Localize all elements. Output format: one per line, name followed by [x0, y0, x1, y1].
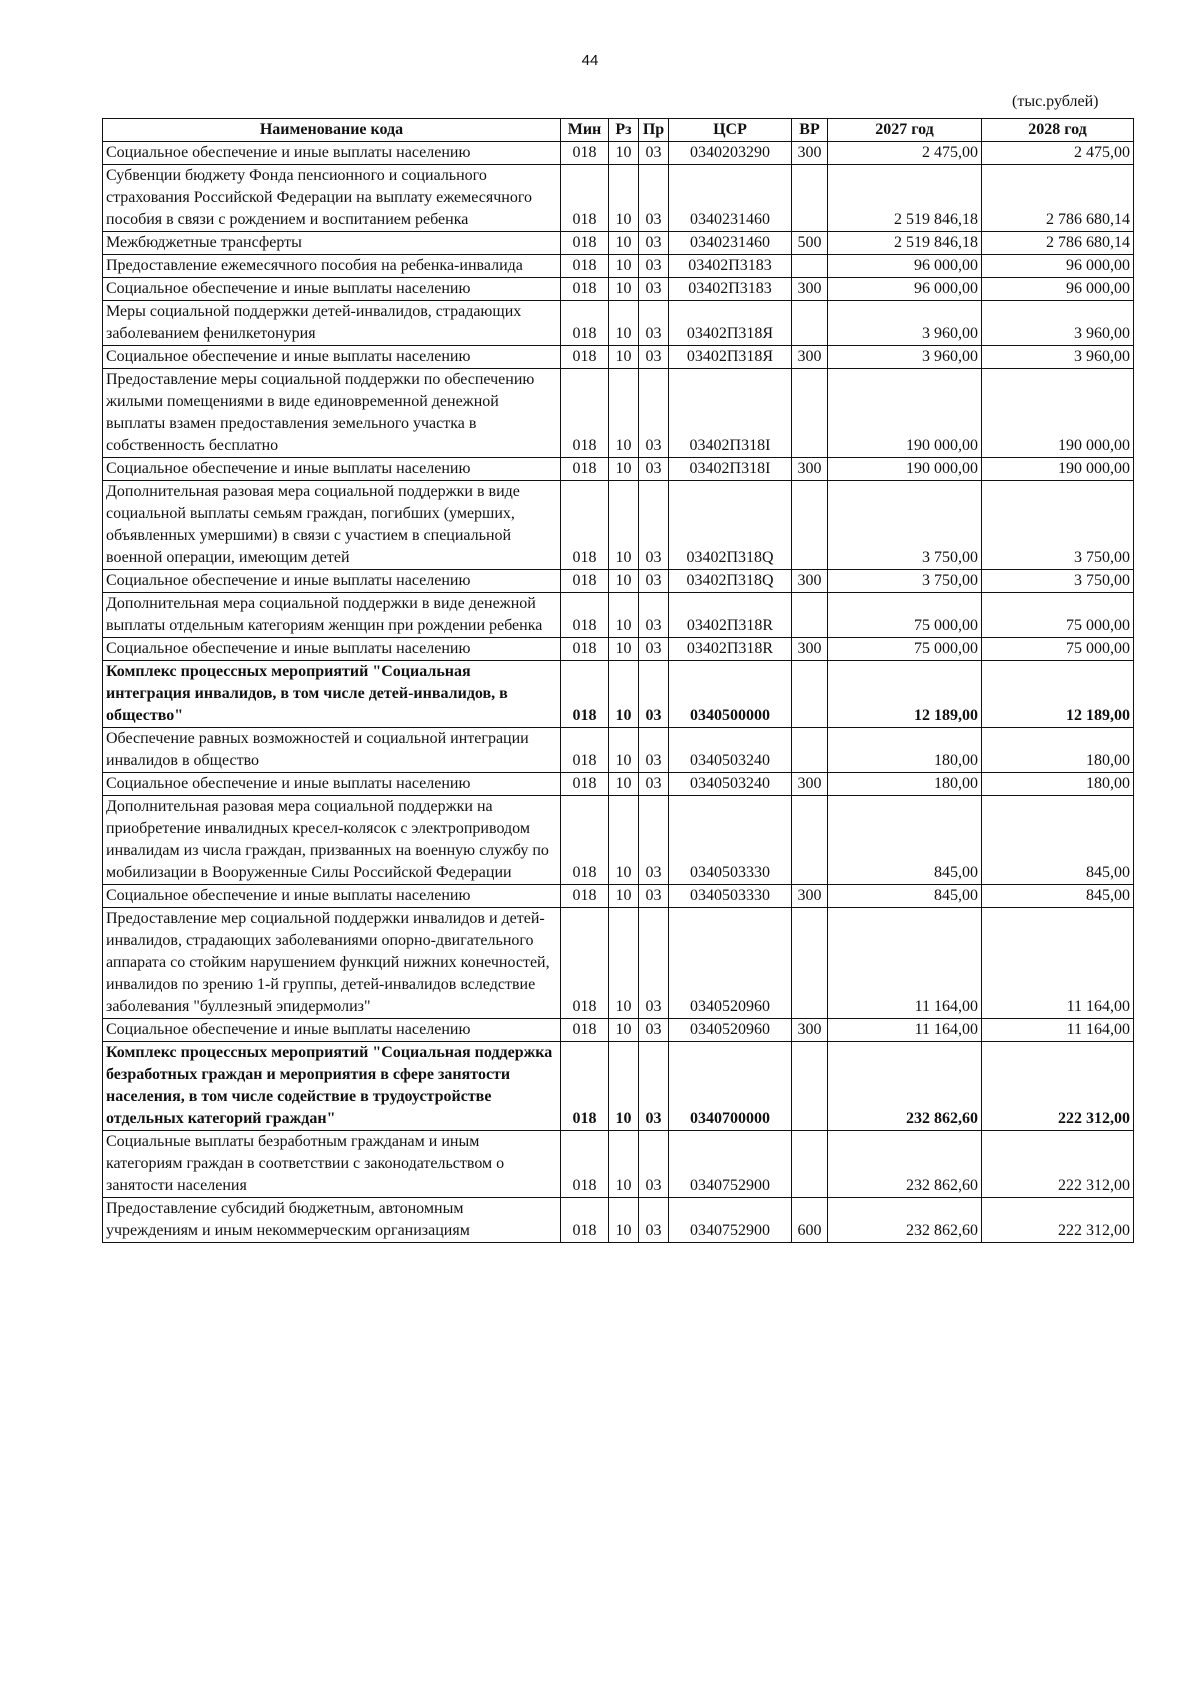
cell-csr: 0340203290	[669, 142, 792, 165]
cell-pr: 03	[639, 1131, 669, 1198]
cell-min: 018	[561, 278, 609, 301]
cell-2027: 75 000,00	[828, 593, 982, 638]
cell-csr: 03402П318I	[669, 458, 792, 481]
cell-vr: 300	[792, 885, 828, 908]
cell-name: Социальное обеспечение и иные выплаты населению	[103, 638, 561, 661]
cell-csr: 0340231460	[669, 165, 792, 232]
cell-pr: 03	[639, 593, 669, 638]
cell-csr: 0340700000	[669, 1042, 792, 1131]
cell-pr: 03	[639, 638, 669, 661]
cell-2028: 3 750,00	[982, 481, 1134, 570]
cell-name: Дополнительная разовая мера социальной поддержки в виде социальной выплаты семьям граждан, погибших (умерших, объявленных умершими) в связи с участием в специальной военной операции, имеющим детей	[103, 481, 561, 570]
cell-pr: 03	[639, 885, 669, 908]
cell-rz: 10	[609, 165, 639, 232]
header-name: Наименование кода	[103, 119, 561, 142]
cell-vr	[792, 1042, 828, 1131]
cell-rz: 10	[609, 885, 639, 908]
cell-2027: 3 960,00	[828, 301, 982, 346]
cell-rz: 10	[609, 661, 639, 728]
cell-pr: 03	[639, 728, 669, 773]
cell-min: 018	[561, 255, 609, 278]
cell-csr: 0340752900	[669, 1198, 792, 1243]
cell-rz: 10	[609, 796, 639, 885]
table-row	[103, 369, 1134, 458]
cell-2027: 11 164,00	[828, 908, 982, 1019]
cell-vr	[792, 593, 828, 638]
cell-rz: 10	[609, 481, 639, 570]
cell-pr: 03	[639, 369, 669, 458]
header-pr: Пр	[639, 119, 669, 142]
cell-2027: 96 000,00	[828, 255, 982, 278]
cell-pr: 03	[639, 908, 669, 1019]
cell-2027: 232 862,60	[828, 1198, 982, 1243]
cell-2028: 11 164,00	[982, 908, 1134, 1019]
cell-vr: 300	[792, 346, 828, 369]
cell-name: Социальное обеспечение и иные выплаты населению	[103, 458, 561, 481]
cell-rz: 10	[609, 638, 639, 661]
cell-rz: 10	[609, 728, 639, 773]
cell-min: 018	[561, 232, 609, 255]
cell-name: Дополнительная мера социальной поддержки в виде денежной выплаты отдельным категориям женщин при рождении ребенка	[103, 593, 561, 638]
cell-csr: 03402П318R	[669, 638, 792, 661]
cell-vr: 300	[792, 773, 828, 796]
cell-2027: 232 862,60	[828, 1042, 982, 1131]
cell-pr: 03	[639, 1198, 669, 1243]
cell-csr: 0340520960	[669, 1019, 792, 1042]
header-2028: 2028 год	[982, 119, 1134, 142]
cell-csr: 0340500000	[669, 661, 792, 728]
cell-rz: 10	[609, 1131, 639, 1198]
cell-name: Предоставление меры социальной поддержки по обеспечению жилыми помещениями в виде единовременной денежной выплаты взамен предоставления земельного участка в собственность бесплатно	[103, 369, 561, 458]
cell-min: 018	[561, 570, 609, 593]
table-row	[103, 1019, 1134, 1042]
table-row	[103, 661, 1134, 728]
cell-pr: 03	[639, 165, 669, 232]
table-row	[103, 142, 1134, 165]
table-row	[103, 885, 1134, 908]
cell-2028: 3 960,00	[982, 346, 1134, 369]
cell-csr: 0340231460	[669, 232, 792, 255]
table-row	[103, 1198, 1134, 1243]
cell-2028: 96 000,00	[982, 255, 1134, 278]
table-row	[103, 773, 1134, 796]
table-row	[103, 165, 1134, 232]
cell-2028: 180,00	[982, 728, 1134, 773]
cell-min: 018	[561, 728, 609, 773]
table-row	[103, 458, 1134, 481]
header-vr: ВР	[792, 119, 828, 142]
cell-vr	[792, 1131, 828, 1198]
cell-rz: 10	[609, 593, 639, 638]
cell-rz: 10	[609, 232, 639, 255]
cell-pr: 03	[639, 255, 669, 278]
cell-csr: 03402П318Q	[669, 570, 792, 593]
cell-2027: 96 000,00	[828, 278, 982, 301]
cell-min: 018	[561, 661, 609, 728]
cell-rz: 10	[609, 346, 639, 369]
cell-pr: 03	[639, 773, 669, 796]
cell-2027: 11 164,00	[828, 1019, 982, 1042]
cell-rz: 10	[609, 908, 639, 1019]
table-row	[103, 1131, 1134, 1198]
cell-2027: 180,00	[828, 728, 982, 773]
cell-2027: 2 519 846,18	[828, 232, 982, 255]
cell-2027: 3 750,00	[828, 570, 982, 593]
cell-rz: 10	[609, 570, 639, 593]
cell-rz: 10	[609, 301, 639, 346]
cell-pr: 03	[639, 1042, 669, 1131]
cell-rz: 10	[609, 369, 639, 458]
table-header-row	[103, 119, 1134, 142]
cell-min: 018	[561, 885, 609, 908]
cell-rz: 10	[609, 1198, 639, 1243]
cell-2027: 845,00	[828, 796, 982, 885]
cell-rz: 10	[609, 773, 639, 796]
cell-csr: 0340503240	[669, 728, 792, 773]
cell-min: 018	[561, 458, 609, 481]
cell-2028: 75 000,00	[982, 593, 1134, 638]
cell-vr	[792, 728, 828, 773]
cell-rz: 10	[609, 142, 639, 165]
cell-min: 018	[561, 773, 609, 796]
cell-pr: 03	[639, 142, 669, 165]
cell-2027: 2 475,00	[828, 142, 982, 165]
cell-name: Предоставление мер социальной поддержки инвалидов и детей-инвалидов, страдающих заболеваниями опорно-двигательного аппарата со стойким нарушением функций нижних конечностей, инвалидов по зрению 1-й группы, детей-инвалидов вследствие заболевания "буллезный эпидермолиз"	[103, 908, 561, 1019]
cell-csr: 03402П318Я	[669, 301, 792, 346]
cell-name: Социальное обеспечение и иные выплаты населению	[103, 885, 561, 908]
cell-2028: 96 000,00	[982, 278, 1134, 301]
cell-min: 018	[561, 908, 609, 1019]
cell-2027: 75 000,00	[828, 638, 982, 661]
cell-vr	[792, 369, 828, 458]
cell-name: Социальное обеспечение и иные выплаты населению	[103, 278, 561, 301]
cell-csr: 03402П3183	[669, 278, 792, 301]
cell-2028: 190 000,00	[982, 458, 1134, 481]
units-label: (тыс.рублей)	[1012, 93, 1099, 110]
cell-rz: 10	[609, 1042, 639, 1131]
cell-vr	[792, 255, 828, 278]
cell-csr: 0340520960	[669, 908, 792, 1019]
cell-name: Социальное обеспечение и иные выплаты населению	[103, 142, 561, 165]
header-rz: Рз	[609, 119, 639, 142]
cell-name: Социальное обеспечение и иные выплаты населению	[103, 570, 561, 593]
cell-min: 018	[561, 1198, 609, 1243]
page-number: 44	[581, 52, 599, 69]
cell-vr: 300	[792, 1019, 828, 1042]
table-row	[103, 278, 1134, 301]
cell-pr: 03	[639, 346, 669, 369]
cell-vr	[792, 481, 828, 570]
cell-2028: 222 312,00	[982, 1131, 1134, 1198]
cell-name: Предоставление субсидий бюджетным, автономным учреждениям и иным некоммерческим организациям	[103, 1198, 561, 1243]
cell-name: Социальное обеспечение и иные выплаты населению	[103, 1019, 561, 1042]
cell-min: 018	[561, 1131, 609, 1198]
cell-min: 018	[561, 796, 609, 885]
cell-2028: 12 189,00	[982, 661, 1134, 728]
cell-2027: 2 519 846,18	[828, 165, 982, 232]
cell-name: Меры социальной поддержки детей-инвалидов, страдающих заболеванием фенилкетонурия	[103, 301, 561, 346]
cell-2028: 2 475,00	[982, 142, 1134, 165]
cell-name: Социальное обеспечение и иные выплаты населению	[103, 346, 561, 369]
cell-vr	[792, 661, 828, 728]
cell-2027: 845,00	[828, 885, 982, 908]
cell-rz: 10	[609, 458, 639, 481]
cell-pr: 03	[639, 570, 669, 593]
cell-vr: 300	[792, 458, 828, 481]
cell-name: Межбюджетные трансферты	[103, 232, 561, 255]
cell-2028: 222 312,00	[982, 1042, 1134, 1131]
cell-vr: 300	[792, 142, 828, 165]
cell-csr: 03402П3183	[669, 255, 792, 278]
cell-csr: 03402П318I	[669, 369, 792, 458]
cell-csr: 0340503240	[669, 773, 792, 796]
cell-pr: 03	[639, 1019, 669, 1042]
cell-2028: 222 312,00	[982, 1198, 1134, 1243]
table-row	[103, 481, 1134, 570]
cell-name: Дополнительная разовая мера социальной поддержки на приобретение инвалидных кресел-колясок с электроприводом инвалидам из числа граждан, призванных на военную службу по мобилизации в Вооруженные Силы Российской Федерации	[103, 796, 561, 885]
cell-pr: 03	[639, 796, 669, 885]
cell-csr: 0340503330	[669, 885, 792, 908]
cell-csr: 0340752900	[669, 1131, 792, 1198]
cell-2027: 12 189,00	[828, 661, 982, 728]
cell-pr: 03	[639, 661, 669, 728]
cell-vr: 500	[792, 232, 828, 255]
table-row	[103, 728, 1134, 773]
cell-min: 018	[561, 301, 609, 346]
table-row	[103, 593, 1134, 638]
cell-2027: 190 000,00	[828, 369, 982, 458]
cell-rz: 10	[609, 1019, 639, 1042]
cell-pr: 03	[639, 278, 669, 301]
cell-csr: 03402П318Я	[669, 346, 792, 369]
cell-pr: 03	[639, 481, 669, 570]
cell-pr: 03	[639, 301, 669, 346]
cell-2028: 3 750,00	[982, 570, 1134, 593]
cell-2028: 2 786 680,14	[982, 165, 1134, 232]
cell-vr	[792, 908, 828, 1019]
table-row	[103, 1042, 1134, 1131]
cell-name: Комплекс процессных мероприятий "Социальная интеграция инвалидов, в том числе детей-инвалидов, в общество"	[103, 661, 561, 728]
cell-vr	[792, 796, 828, 885]
cell-pr: 03	[639, 232, 669, 255]
cell-2027: 180,00	[828, 773, 982, 796]
table-row	[103, 570, 1134, 593]
cell-2027: 3 960,00	[828, 346, 982, 369]
cell-min: 018	[561, 142, 609, 165]
cell-name: Социальное обеспечение и иные выплаты населению	[103, 773, 561, 796]
table-body	[103, 142, 1134, 1243]
cell-min: 018	[561, 165, 609, 232]
cell-csr: 03402П318Q	[669, 481, 792, 570]
budget-table	[102, 118, 1134, 1243]
cell-name: Предоставление ежемесячного пособия на ребенка-инвалида	[103, 255, 561, 278]
cell-2027: 190 000,00	[828, 458, 982, 481]
cell-vr: 300	[792, 570, 828, 593]
header-2027: 2027 год	[828, 119, 982, 142]
cell-pr: 03	[639, 458, 669, 481]
cell-min: 018	[561, 346, 609, 369]
table-row	[103, 908, 1134, 1019]
cell-vr: 600	[792, 1198, 828, 1243]
cell-2028: 180,00	[982, 773, 1134, 796]
cell-name: Субвенции бюджету Фонда пенсионного и социального страхования Российской Федерации на выплату ежемесячного пособия в связи с рождением и воспитанием ребенка	[103, 165, 561, 232]
cell-rz: 10	[609, 278, 639, 301]
cell-2027: 3 750,00	[828, 481, 982, 570]
cell-rz: 10	[609, 255, 639, 278]
cell-vr	[792, 301, 828, 346]
table-row	[103, 796, 1134, 885]
cell-min: 018	[561, 593, 609, 638]
cell-vr: 300	[792, 638, 828, 661]
cell-name: Социальные выплаты безработным гражданам и иным категориям граждан в соответствии с законодательством о занятости населения	[103, 1131, 561, 1198]
header-min: Мин	[561, 119, 609, 142]
cell-min: 018	[561, 1019, 609, 1042]
cell-csr: 0340503330	[669, 796, 792, 885]
table-row	[103, 638, 1134, 661]
cell-2028: 11 164,00	[982, 1019, 1134, 1042]
cell-min: 018	[561, 1042, 609, 1131]
cell-2028: 2 786 680,14	[982, 232, 1134, 255]
cell-vr	[792, 165, 828, 232]
cell-2028: 845,00	[982, 885, 1134, 908]
cell-name: Обеспечение равных возможностей и социальной интеграции инвалидов в общество	[103, 728, 561, 773]
cell-2028: 845,00	[982, 796, 1134, 885]
table-row	[103, 301, 1134, 346]
cell-min: 018	[561, 369, 609, 458]
cell-min: 018	[561, 638, 609, 661]
cell-min: 018	[561, 481, 609, 570]
cell-name: Комплекс процессных мероприятий "Социальная поддержка безработных граждан и мероприятия в сфере занятости населения, в том числе содействие в трудоустройстве отдельных категорий граждан"	[103, 1042, 561, 1131]
cell-2027: 232 862,60	[828, 1131, 982, 1198]
table-row	[103, 255, 1134, 278]
cell-2028: 3 960,00	[982, 301, 1134, 346]
header-csr: ЦСР	[669, 119, 792, 142]
table-row	[103, 232, 1134, 255]
cell-2028: 75 000,00	[982, 638, 1134, 661]
cell-2028: 190 000,00	[982, 369, 1134, 458]
cell-csr: 03402П318R	[669, 593, 792, 638]
table-row	[103, 346, 1134, 369]
cell-vr: 300	[792, 278, 828, 301]
